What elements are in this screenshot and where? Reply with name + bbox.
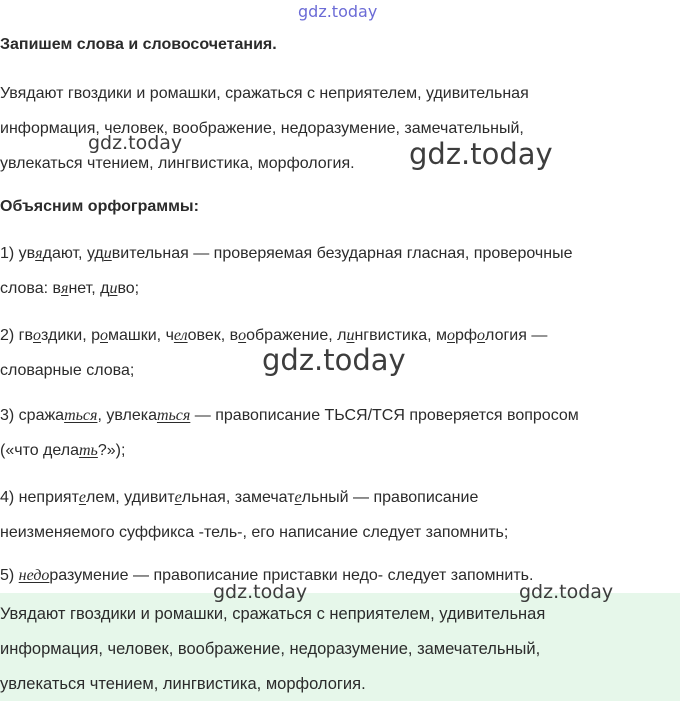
spelling-mark: о [477,327,486,344]
spelling-mark: и [109,280,118,297]
spelling-mark: о [238,327,247,344]
item-line: 2) гвоздики, ромашки, человек, воображение, лингвистика, морфология — [0,327,548,344]
watermark: gdz.today [213,581,308,603]
item-line: 1) увядают, удивительная — проверяемая безударная гласная, проверочные [0,245,573,262]
paragraph-words [0,76,680,181]
answer-line: Увядают гвоздики и ромашки, сражаться с неприятелем, удивительная [0,605,546,623]
spelling-mark: и [346,327,355,344]
watermark: gdz.today [409,137,553,171]
spelling-mark: недо [18,567,50,584]
paragraph-line: информация, человек, воображение, недоразумение, замечательный, [0,120,524,137]
heading-explain-spelling: Объясним орфограммы: [0,198,199,215]
heading-write-words: Запишем слова и словосочетания. [0,36,277,53]
item-line: («что делать?»); [0,442,126,459]
spelling-mark: я [61,280,69,297]
spelling-mark: о [446,327,455,344]
explanation-item-4 [0,480,680,550]
spelling-mark: ться [64,407,98,424]
spelling-mark: о [33,327,42,344]
spelling-mark: ться [156,407,191,424]
spelling-mark: я [35,245,43,262]
spelling-mark: е [294,489,302,506]
explanation-item-3 [0,398,680,468]
watermark: gdz.today [262,343,406,377]
spelling-mark: ел [173,327,188,344]
spelling-mark: е [78,489,87,506]
item-line: неизменяемого суффикса -тель-, его написание следует запомнить; [0,524,509,541]
spelling-mark: ть [79,442,98,459]
spelling-mark: о [100,327,108,344]
watermark: gdz.today [88,132,183,154]
watermark-top: gdz.today [298,2,378,21]
spelling-mark: е [174,489,182,506]
paragraph-line: увлекаться чтением, лингвистика, морфология. [0,155,355,172]
paragraph-line: Увядают гвоздики и ромашки, сражаться с неприятелем, удивительная [0,85,529,102]
answer-box [0,593,680,701]
answer-text [0,597,680,702]
spelling-mark: и [103,245,112,262]
item-line: 5) недоразумение — правописание приставки недо- следует запомнить. [0,567,534,584]
item-line: 3) сражаться, увлекаться — правописание ТЬСЯ/ТСЯ проверяется вопросом [0,407,579,424]
answer-line: увлекаться чтением, лингвистика, морфология. [0,675,366,693]
explanation-item-1 [0,236,680,306]
item-line: 4) неприятелем, удивительная, замечательный — правописание [0,489,479,506]
item-line: словарные слова; [0,362,135,379]
answer-line: информация, человек, воображение, недоразумение, замечательный, [0,640,541,658]
item-line: слова: вянет, диво; [0,280,140,297]
watermark: gdz.today [519,581,614,603]
